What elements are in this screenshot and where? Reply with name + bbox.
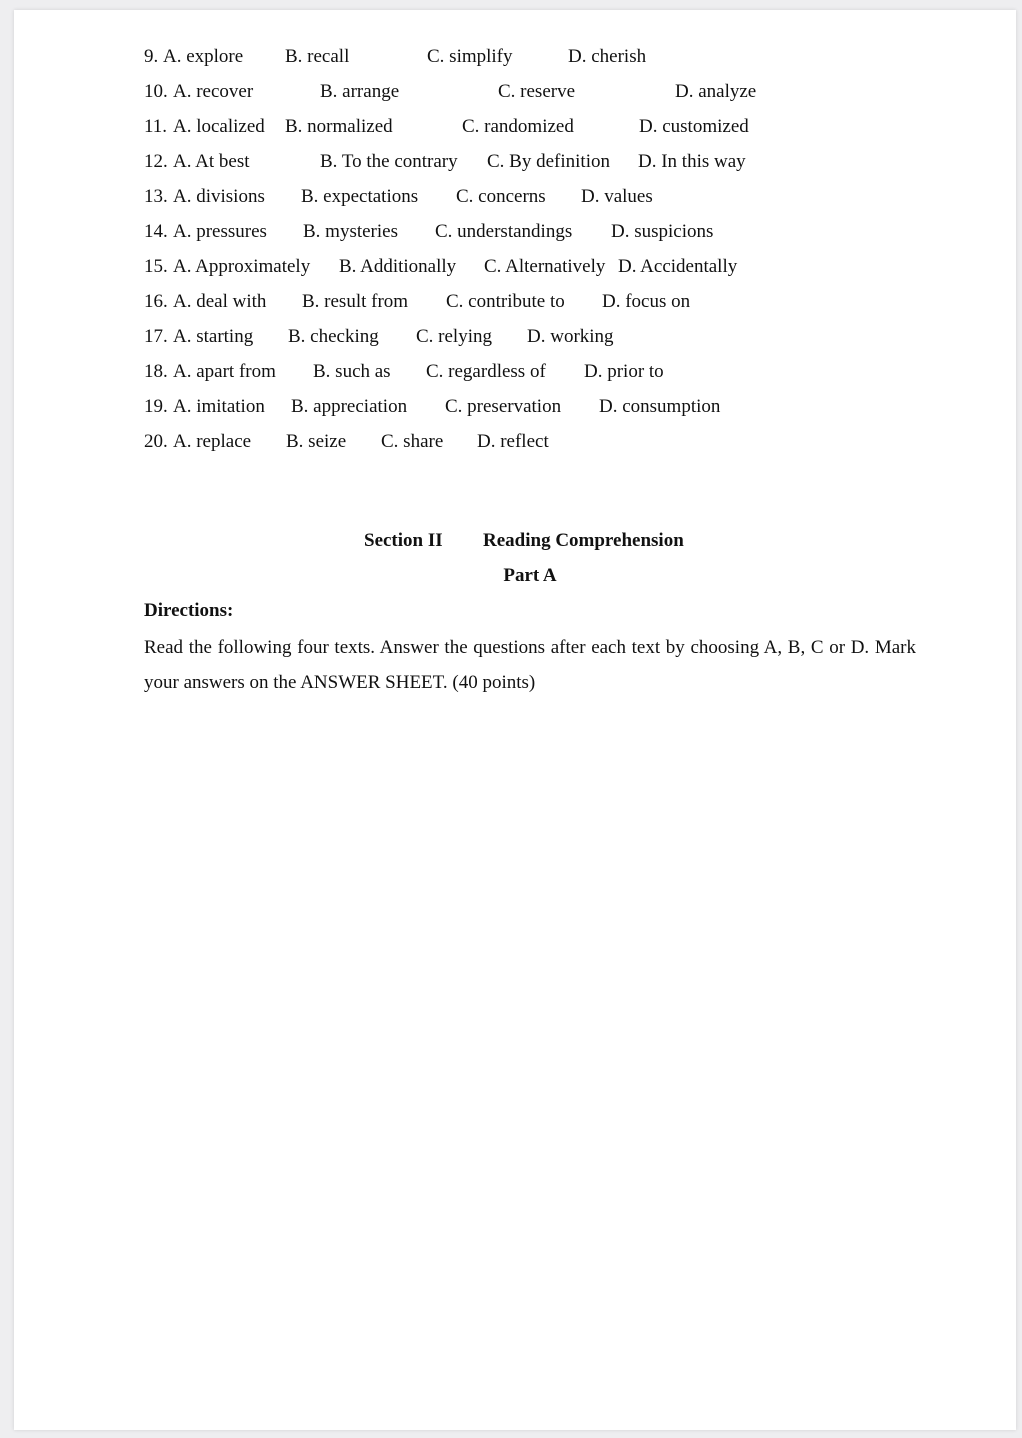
- option-a: A. imitation: [173, 396, 265, 417]
- option-c: C. Alternatively: [484, 256, 606, 277]
- question-number: 18.: [144, 361, 168, 382]
- option-a: A. divisions: [173, 186, 265, 207]
- question-row-18: [144, 358, 916, 393]
- question-row-11: [144, 113, 916, 148]
- document-page: [14, 10, 1016, 1430]
- option-c: C. understandings: [435, 221, 573, 242]
- question-number: 14.: [144, 221, 168, 242]
- option-d: D. consumption: [599, 396, 721, 417]
- option-a: A. At best: [173, 151, 250, 172]
- option-d: D. Accidentally: [618, 256, 738, 277]
- question-row-10: [144, 78, 916, 113]
- option-d: D. analyze: [675, 81, 757, 102]
- section-title: Reading Comprehension: [483, 530, 684, 551]
- option-c: C. relying: [416, 326, 492, 347]
- question-number: 20.: [144, 431, 168, 452]
- option-c: C. concerns: [456, 186, 546, 207]
- option-d: D. In this way: [638, 151, 746, 172]
- option-b: B. seize: [286, 431, 347, 452]
- section-label: Section II: [364, 530, 443, 551]
- option-b: B. expectations: [301, 186, 419, 207]
- part-heading: Part A: [503, 565, 557, 586]
- option-d: D. values: [581, 186, 653, 207]
- option-c: C. preservation: [445, 396, 562, 417]
- option-a: A. apart from: [173, 361, 276, 382]
- option-a: A. starting: [173, 326, 254, 347]
- question-row-19: [144, 393, 916, 428]
- question-number: 16.: [144, 291, 168, 312]
- question-row-16: [144, 288, 916, 323]
- option-b: B. recall: [285, 46, 350, 67]
- option-c: C. share: [381, 431, 444, 452]
- option-d: D. working: [527, 326, 614, 347]
- option-d: D. suspicions: [611, 221, 714, 242]
- option-c: C. reserve: [498, 81, 576, 102]
- question-row-9: [144, 43, 916, 78]
- question-row-17: [144, 323, 916, 358]
- option-a: A. localized: [173, 116, 265, 137]
- question-number: 17.: [144, 326, 168, 347]
- option-a: A. Approximately: [173, 256, 311, 277]
- option-b: B. appreciation: [291, 396, 408, 417]
- option-b: B. arrange: [320, 81, 400, 102]
- option-c: C. simplify: [427, 46, 513, 67]
- directions-text: Read the following four texts. Answer the questions after each text by choosing A, B, C or D. Mark your answers on the ANSWER SHEET. (40 points): [144, 637, 916, 693]
- option-b: B. result from: [302, 291, 409, 312]
- option-d: D. cherish: [568, 46, 647, 67]
- option-a: A. recover: [173, 81, 254, 102]
- question-row-12: [144, 148, 916, 183]
- question-row-20: [144, 428, 916, 463]
- question-row-13: [144, 183, 916, 218]
- question-number: 12.: [144, 151, 168, 172]
- option-d: D. focus on: [602, 291, 691, 312]
- option-a: A. explore: [163, 46, 244, 67]
- question-number: 10.: [144, 81, 168, 102]
- question-row-14: [144, 218, 916, 253]
- option-d: D. customized: [639, 116, 749, 137]
- option-c: C. contribute to: [446, 291, 565, 312]
- question-row-15: [144, 253, 916, 288]
- option-c: C. By definition: [487, 151, 610, 172]
- question-number: 15.: [144, 256, 168, 277]
- question-list: [144, 43, 916, 463]
- option-b: B. such as: [313, 361, 391, 382]
- option-b: B. normalized: [285, 116, 393, 137]
- question-number: 19.: [144, 396, 168, 417]
- option-c: C. randomized: [462, 116, 574, 137]
- option-b: B. checking: [288, 326, 379, 347]
- question-number: 9.: [144, 46, 159, 67]
- option-b: B. mysteries: [303, 221, 398, 242]
- question-number: 11.: [144, 116, 168, 137]
- directions-label: Directions:: [144, 600, 234, 621]
- question-number: 13.: [144, 186, 168, 207]
- option-a: A. replace: [173, 431, 252, 452]
- section-heading: [144, 530, 916, 560]
- page-content: [144, 43, 916, 693]
- option-c: C. regardless of: [426, 361, 546, 382]
- option-d: D. reflect: [477, 431, 549, 452]
- option-a: A. deal with: [173, 291, 267, 312]
- option-d: D. prior to: [584, 361, 664, 382]
- option-b: B. Additionally: [339, 256, 457, 277]
- option-b: B. To the contrary: [320, 151, 458, 172]
- option-a: A. pressures: [173, 221, 267, 242]
